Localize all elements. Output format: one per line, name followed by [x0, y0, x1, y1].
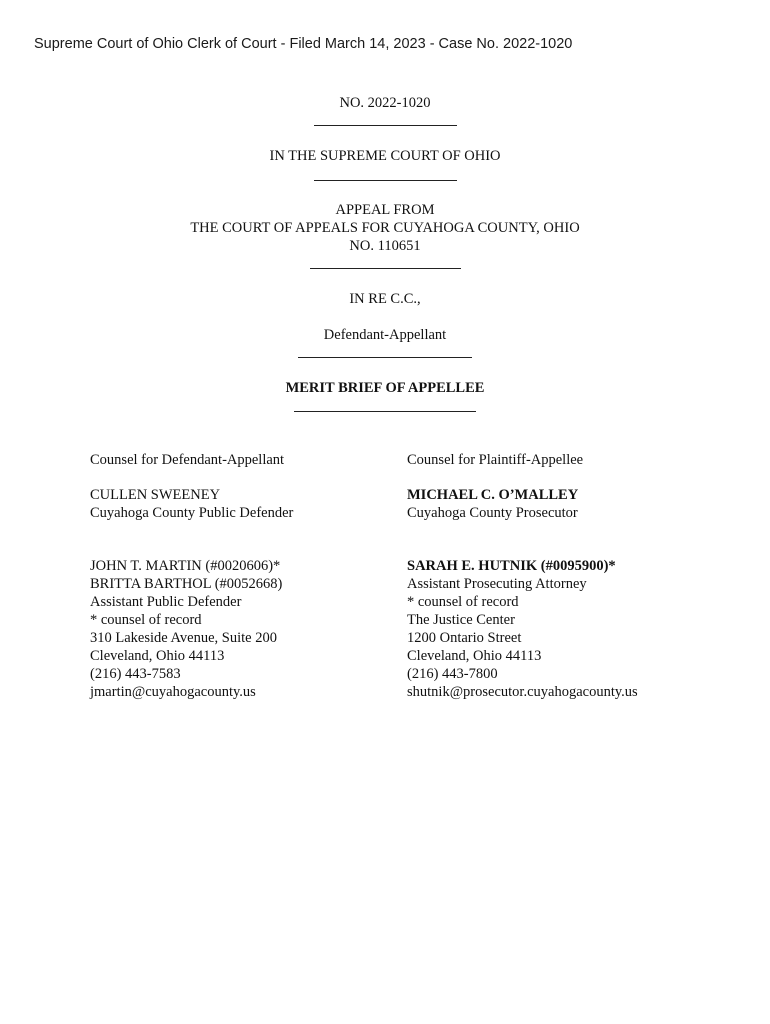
counsel-note: * counsel of record [407, 594, 519, 610]
attorney-role: Assistant Prosecuting Attorney [407, 576, 587, 592]
counsel-note: * counsel of record [90, 612, 202, 628]
filing-stamp: Supreme Court of Ohio Clerk of Court - Filed March 14, 2023 - Case No. 2022-1020 [34, 36, 573, 52]
appellee-counsel-block [407, 451, 638, 701]
attorney-name: JOHN T. MARTIN (#0020606)* [90, 558, 281, 574]
attorney-name: BRITTA BARTHOL (#0052668) [90, 576, 283, 592]
column-heading: Counsel for Plaintiff-Appellee [407, 452, 584, 468]
attorney-name: SARAH E. HUTNIK (#0095900)* [407, 558, 616, 574]
court-name: IN THE SUPREME COURT OF OHIO [269, 148, 501, 164]
divider-rule [294, 411, 476, 412]
office-title: Cuyahoga County Prosecutor [407, 505, 578, 521]
divider-rule [314, 180, 457, 181]
email-address: shutnik@prosecutor.cuyahogacounty.us [407, 684, 638, 700]
divider-rule [298, 357, 472, 358]
email-address: jmartin@cuyahogacounty.us [90, 684, 256, 700]
office-title: Cuyahoga County Public Defender [90, 505, 294, 521]
phone-number: (216) 443-7583 [90, 666, 181, 682]
address-line: 310 Lakeside Avenue, Suite 200 [90, 630, 277, 646]
appeal-court: THE COURT OF APPEALS FOR CUYAHOGA COUNTY, OHIO [190, 220, 580, 236]
phone-number: (216) 443-7800 [407, 666, 498, 682]
divider-rule [314, 125, 457, 126]
appellant-counsel-block [90, 451, 293, 701]
address-line: Cleveland, Ohio 44113 [90, 648, 225, 664]
address-line: 1200 Ontario Street [407, 630, 522, 646]
address-line: The Justice Center [407, 612, 515, 628]
attorney-role: Assistant Public Defender [90, 594, 242, 610]
party-role: Defendant-Appellant [323, 327, 447, 343]
appeal-heading: APPEAL FROM [335, 202, 435, 218]
brief-title: MERIT BRIEF OF APPELLEE [285, 380, 485, 396]
column-heading: Counsel for Defendant-Appellant [90, 452, 285, 468]
divider-rule [310, 268, 461, 269]
office-name: MICHAEL C. O’MALLEY [407, 487, 579, 503]
appeal-case-number: NO. 110651 [349, 238, 421, 254]
office-name: CULLEN SWEENEY [90, 487, 221, 503]
address-line: Cleveland, Ohio 44113 [407, 648, 542, 664]
case-number: NO. 2022-1020 [339, 95, 431, 111]
party-name: IN RE C.C., [349, 291, 421, 307]
